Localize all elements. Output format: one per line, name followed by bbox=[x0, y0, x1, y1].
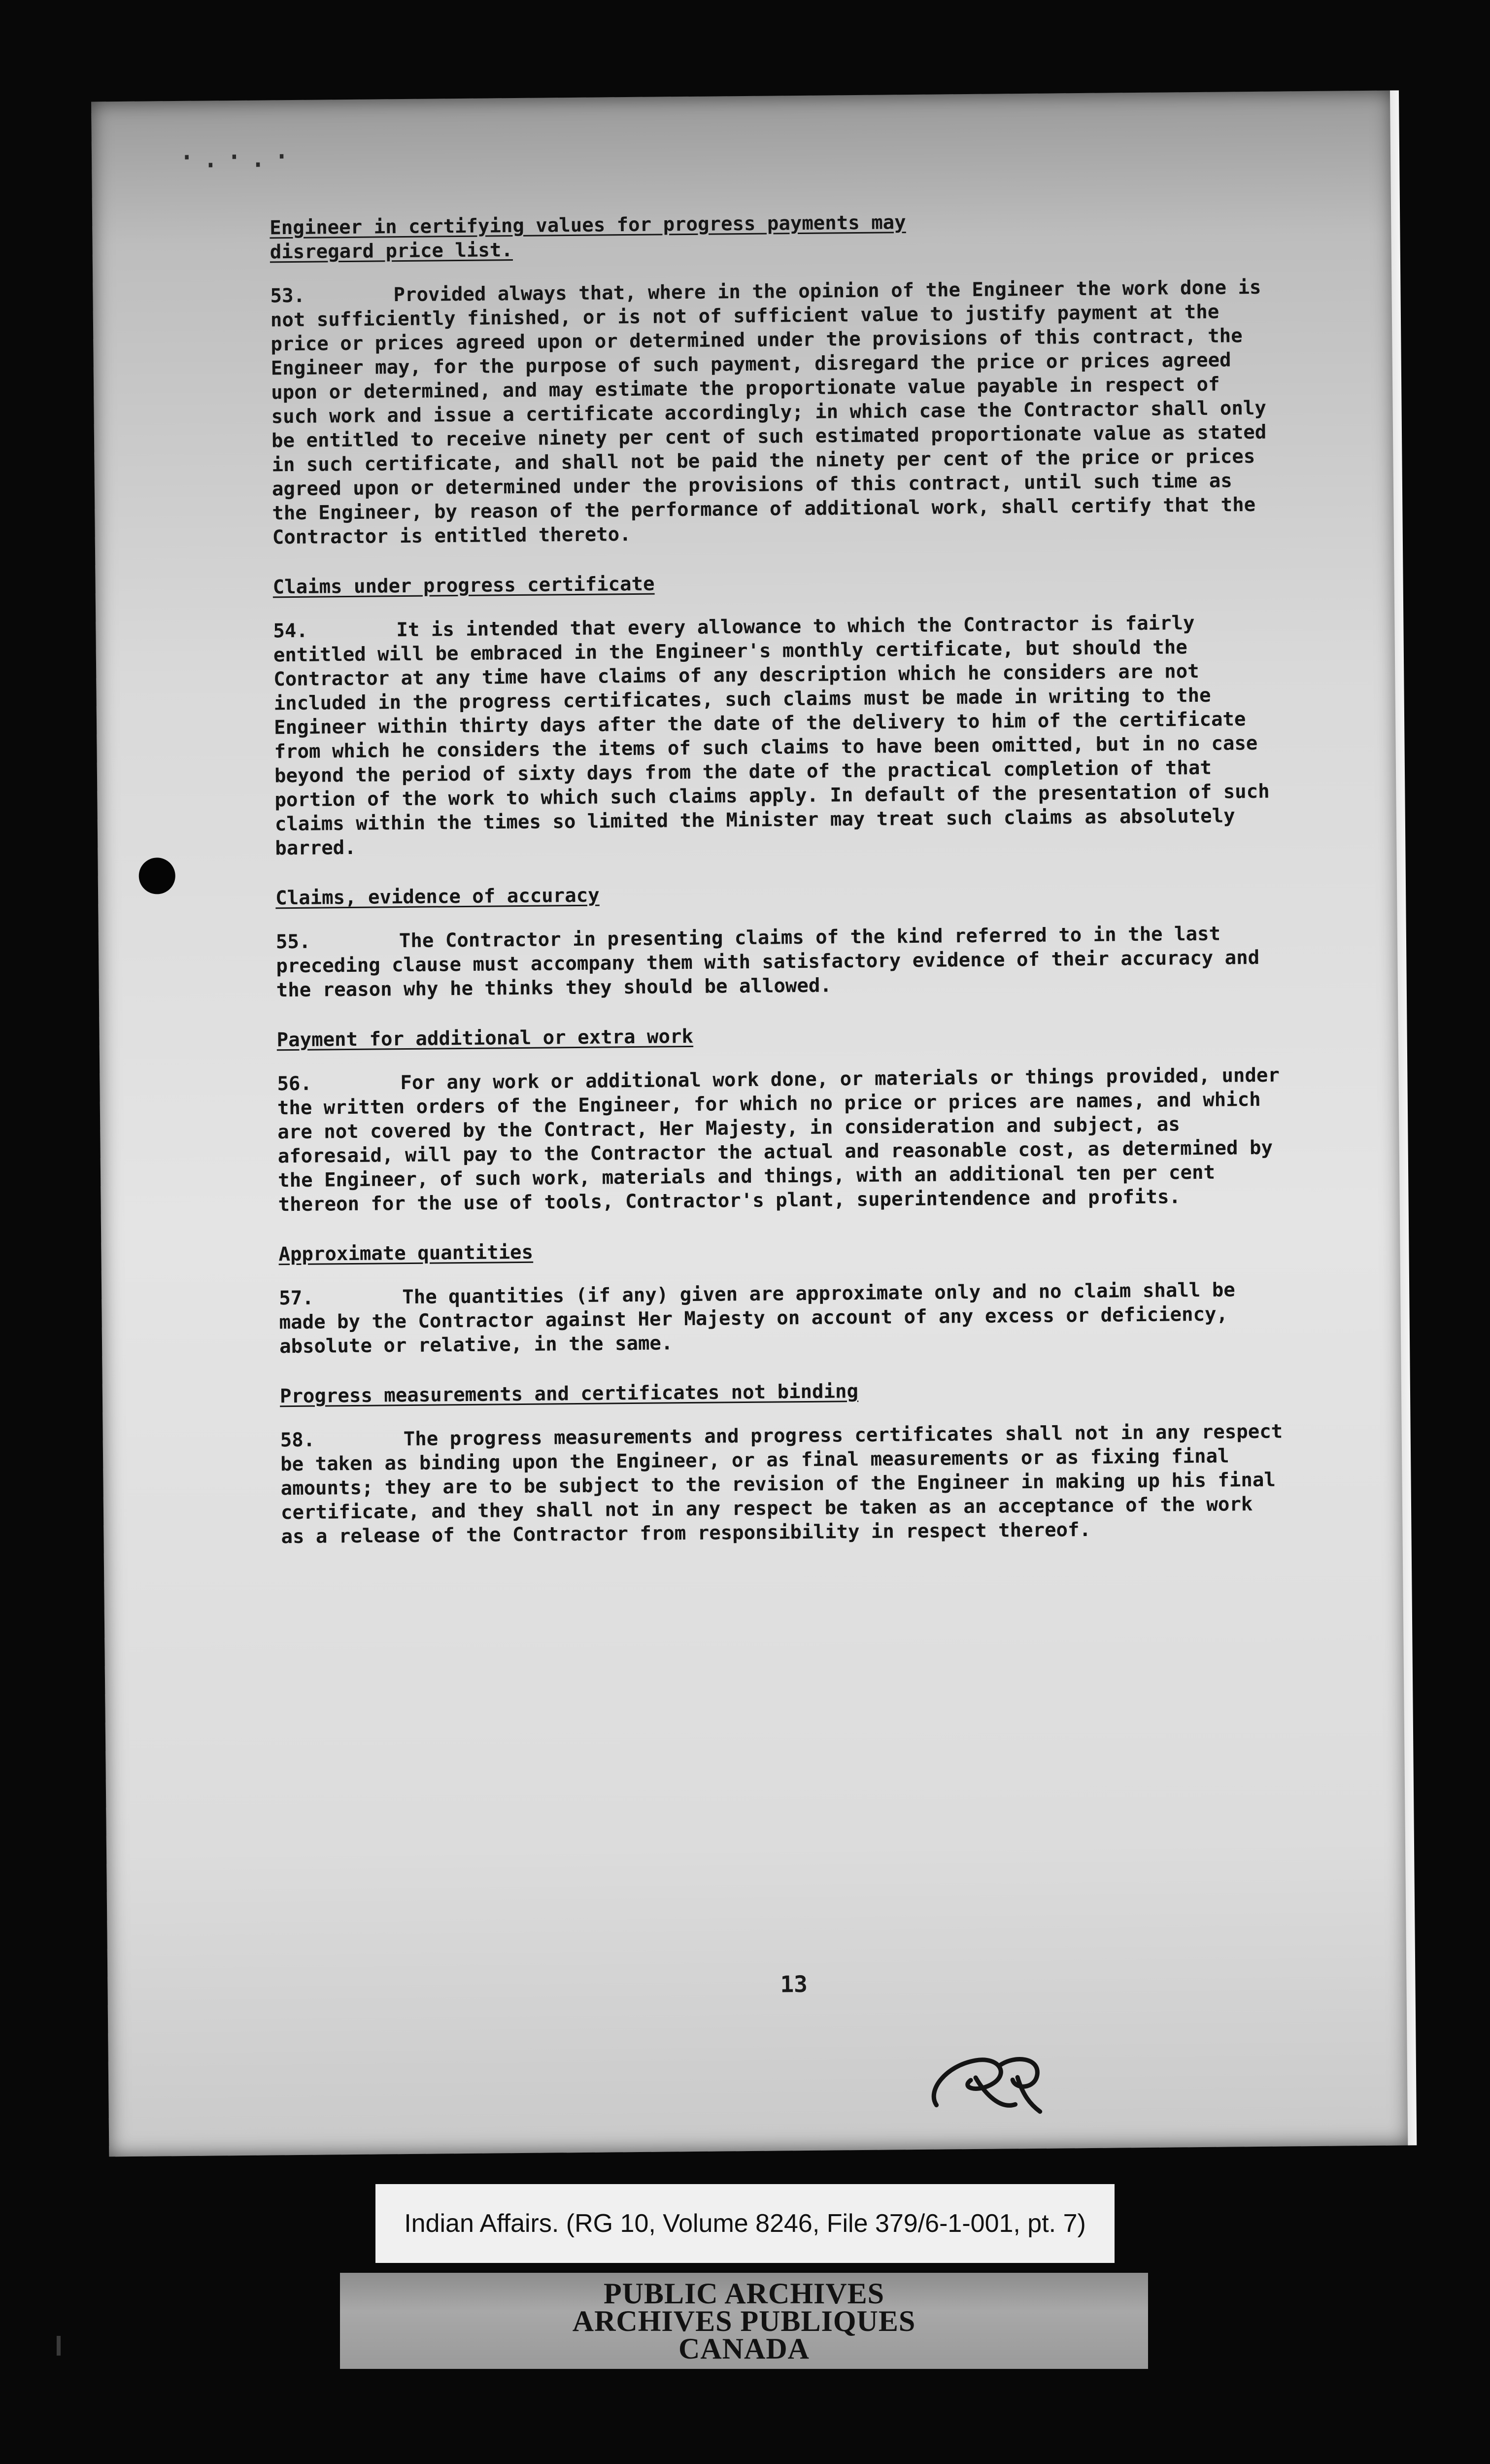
section-heading: Claims, evidence of accuracy bbox=[275, 884, 600, 910]
stamp-line: PUBLIC ARCHIVES bbox=[603, 2277, 885, 2310]
section-54 bbox=[272, 567, 1280, 861]
section-number: 58. bbox=[280, 1429, 315, 1452]
section-heading: Payment for additional or extra work bbox=[276, 1025, 694, 1052]
section-number: 53. bbox=[270, 284, 305, 308]
page-number: 13 bbox=[780, 1970, 808, 1998]
section-heading: Claims under progress certificate bbox=[272, 573, 655, 599]
section-text: It is intended that every allowance to which the Contractor is fairly entitled will be embraced in the Engineer's monthly certificate, but should the Contractor at any time have claims of any description which he considers are not included in the progress certificates, such claims must be made in writing to the Engineer within thirty days after the date of the delivery to him of the certificate from which he considers the items of such claims to have been omitted, but in no case beyond the period of sixty days from the date of the practical completion of that portion of the work to which such claims apply. In default of the presentation of such claims within the times so limited the Minister may treat such claims as absolutely barred. bbox=[273, 612, 1270, 860]
section-paragraph bbox=[276, 922, 1282, 1003]
section-text: The Contractor in presenting claims of the kind referred to in the last preceding clause must accompany them with satisfactory evidence of their accuracy and the reason why he thinks they should be allowed. bbox=[276, 923, 1260, 1002]
handwritten-initials bbox=[916, 2030, 1065, 2125]
archive-stamp bbox=[340, 2273, 1148, 2369]
section-paragraph bbox=[277, 1063, 1283, 1217]
ink-smudge: ·.·.· bbox=[177, 139, 297, 175]
archive-reference-text: Indian Affairs. (RG 10, Volume 8246, File 379/6-1-001, pt. 7) bbox=[404, 2209, 1086, 2238]
section-53 bbox=[270, 207, 1278, 550]
punch-hole bbox=[138, 857, 175, 894]
section-number: 57. bbox=[279, 1287, 314, 1310]
film-edge-mark bbox=[57, 2336, 61, 2356]
section-paragraph bbox=[280, 1419, 1287, 1549]
archive-reference-label bbox=[375, 2184, 1115, 2263]
section-heading: Approximate quantities bbox=[278, 1241, 534, 1266]
section-heading: Engineer in certifying values for progress payments may disregard price list. bbox=[270, 211, 906, 264]
section-text: The progress measurements and progress certificates shall not in any respect be taken as binding upon the Engineer, or as final measurements or as fixing final amounts; they are to be subject to the revision of the Engineer in making up his final certificate, and they shall not in any respect be taken as an acceptance of the work as a release of the Contractor from responsibility in respect thereof. bbox=[280, 1420, 1283, 1548]
section-paragraph bbox=[279, 1277, 1285, 1359]
section-text: The quantities (if any) given are approximate only and no claim shall be made by the Contractor against Her Majesty on account of any excess or deficiency, absolute or relative, in the same. bbox=[279, 1279, 1235, 1358]
section-58 bbox=[280, 1375, 1287, 1549]
section-number: 54. bbox=[273, 619, 308, 643]
section-56 bbox=[276, 1020, 1283, 1217]
section-number: 55. bbox=[275, 930, 311, 954]
section-number: 56. bbox=[277, 1072, 312, 1095]
section-heading: Progress measurements and certificates not binding bbox=[279, 1380, 859, 1408]
section-57 bbox=[278, 1233, 1285, 1359]
section-paragraph bbox=[270, 275, 1278, 550]
section-55 bbox=[275, 878, 1282, 1003]
document-body bbox=[270, 207, 1287, 1575]
document-page bbox=[91, 90, 1410, 2156]
stamp-line: ARCHIVES PUBLIQUES bbox=[572, 2304, 916, 2337]
section-text: For any work or additional work done, or materials or things provided, under the written orders of the Engineer, for which no price or prices are names, and which are not covered by the Contract, Her Majesty, in consideration and subject, as aforesaid, will pay to the Contractor the actual and reasonable cost, as determined by the Engineer, of such work, materials and things, with an additional ten per cent thereon for the use of tools, Contractor's plant, superintendence and profits. bbox=[277, 1064, 1280, 1216]
section-text: Provided always that, where in the opinion of the Engineer the work done is not sufficiently finished, or is not of sufficient value to justify payment at the price or prices agreed upon or determined under the provisions of this contract, the Engineer may, for the purpose of such payment, disregard the price or prices agreed upon or determined, and may estimate the proportionate value payable in respect of such work and issue a certificate accordingly; in which case the Contractor shall only be entitled to receive ninety per cent of such estimated proportionate value as stated in such certificate, and shall not be paid the ninety per cent of the price or prices agreed upon or determined under the provisions of this contract, until such time as the Engineer, by reason of the performance of additional work, shall certify that the Contractor is entitled thereto. bbox=[270, 276, 1267, 549]
section-paragraph bbox=[273, 611, 1280, 861]
stamp-line: CANADA bbox=[678, 2332, 810, 2365]
